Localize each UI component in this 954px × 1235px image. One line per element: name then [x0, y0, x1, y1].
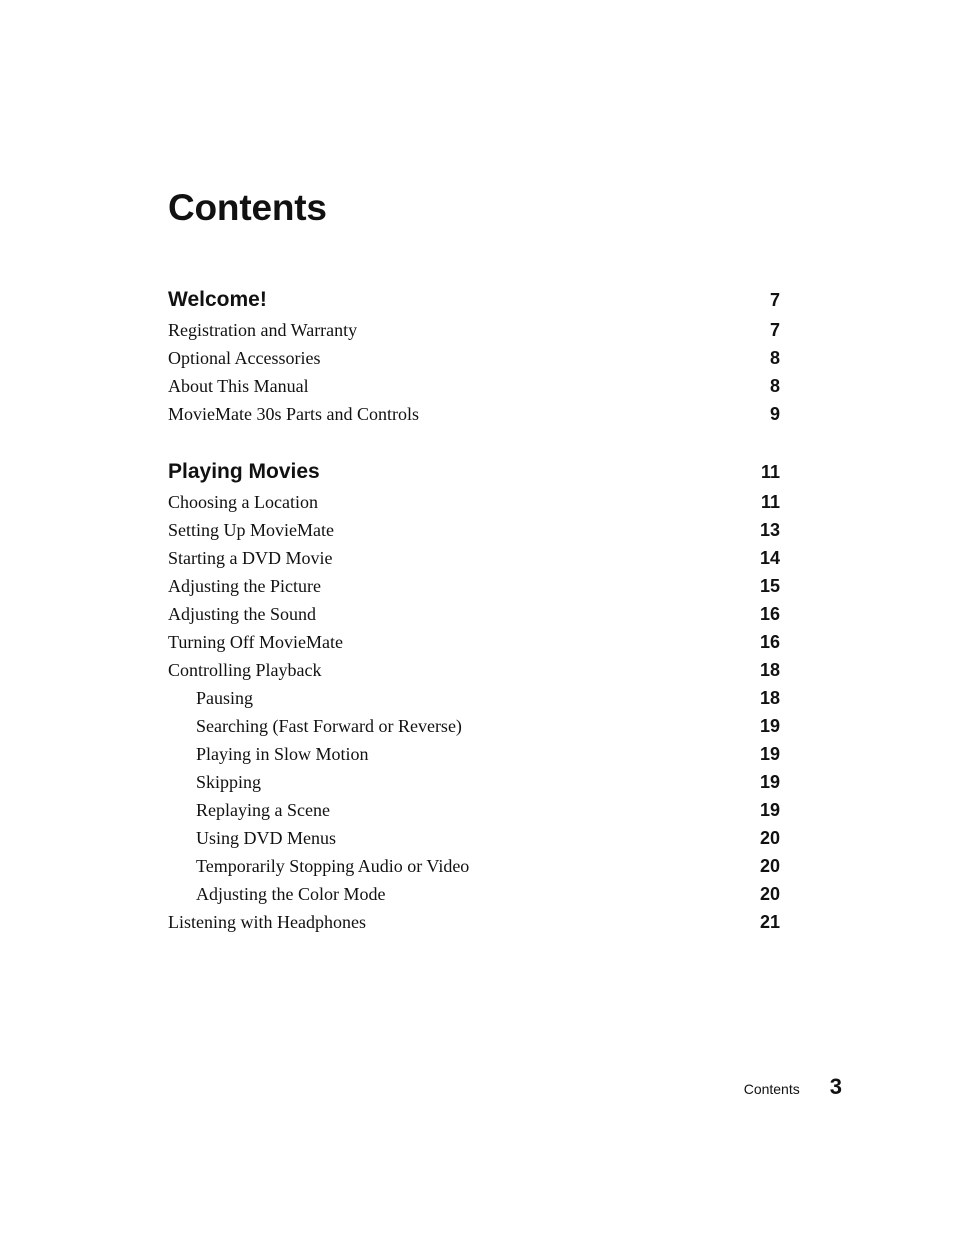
section-heading: Welcome!	[168, 288, 267, 311]
toc-entry-page: 11	[760, 492, 780, 512]
toc-entry-label: Pausing	[196, 688, 254, 708]
toc-entry-label: Adjusting the Sound	[168, 604, 317, 624]
toc-subentry[interactable]	[168, 684, 780, 712]
toc-entry-page: 21	[759, 912, 780, 932]
toc-subentry[interactable]	[168, 712, 780, 740]
toc-entry-label: MovieMate 30s Parts and Controls	[168, 404, 419, 424]
footer-page-number: 3	[829, 1074, 842, 1099]
toc-entry-page: 19	[759, 744, 780, 764]
toc-entry[interactable]	[168, 372, 780, 400]
toc-entry-page: 20	[759, 828, 780, 848]
footer-section-label: Contents	[743, 1081, 800, 1097]
toc-entry-page: 20	[759, 856, 780, 876]
section-page-number: 11	[760, 462, 780, 482]
page-footer	[700, 1074, 842, 1100]
toc-entry-page: 13	[759, 520, 780, 540]
toc-entry-label: Setting Up MovieMate	[168, 520, 334, 540]
toc-entry-page: 16	[759, 604, 780, 624]
toc-entry-label: Replaying a Scene	[196, 800, 330, 820]
toc-entry-page: 8	[769, 376, 780, 396]
toc-subentry[interactable]	[168, 880, 780, 908]
toc-entry-label: Controlling Playback	[168, 660, 322, 680]
toc-entry-page: 14	[759, 548, 780, 568]
section-page-number: 7	[769, 290, 780, 310]
toc-subentry[interactable]	[168, 852, 780, 880]
toc-entry-label: Using DVD Menus	[196, 828, 337, 848]
toc-entry-page: 18	[759, 660, 780, 680]
toc-entry-page: 19	[759, 716, 780, 736]
toc-subentry[interactable]	[168, 824, 780, 852]
section-header[interactable]	[168, 284, 780, 316]
toc-entry-label: Adjusting the Picture	[168, 576, 321, 596]
toc-entry[interactable]	[168, 908, 780, 936]
toc-entry[interactable]	[168, 316, 780, 344]
toc-entry-label: Temporarily Stopping Audio or Video	[196, 856, 470, 876]
toc-subentry[interactable]	[168, 740, 780, 768]
toc-subentry[interactable]	[168, 796, 780, 824]
toc-entry-label: Starting a DVD Movie	[168, 548, 333, 568]
toc-entry-page: 9	[769, 404, 780, 424]
toc-entry-label: Adjusting the Color Mode	[196, 884, 386, 904]
toc-entry[interactable]	[168, 656, 780, 684]
toc-entry-label: Searching (Fast Forward or Reverse)	[196, 716, 462, 736]
toc-subentry[interactable]	[168, 768, 780, 796]
page-title: Contents	[168, 187, 327, 228]
toc-section-welcome	[168, 284, 780, 428]
toc-entry-label: Registration and Warranty	[168, 320, 358, 340]
toc-entry-page: 19	[759, 800, 780, 820]
toc-entry-page: 18	[759, 688, 780, 708]
toc-entry[interactable]	[168, 572, 780, 600]
toc-entry-page: 19	[759, 772, 780, 792]
toc-entry-label: Choosing a Location	[168, 492, 318, 512]
toc-entry-label: About This Manual	[168, 376, 309, 396]
toc-entry-label: Listening with Headphones	[168, 912, 366, 932]
toc-entry-page: 15	[759, 576, 780, 596]
toc-entry[interactable]	[168, 544, 780, 572]
toc-entry-label: Playing in Slow Motion	[196, 744, 369, 764]
toc-entries	[168, 316, 780, 428]
toc-entry[interactable]	[168, 628, 780, 656]
toc-entry[interactable]	[168, 344, 780, 372]
toc-entry[interactable]	[168, 400, 780, 428]
toc-entry-page: 7	[769, 320, 780, 340]
toc-entry[interactable]	[168, 516, 780, 544]
toc-entry[interactable]	[168, 600, 780, 628]
toc-section-playing-movies	[168, 456, 780, 936]
toc-entries	[168, 488, 780, 936]
toc-entry-page: 16	[759, 632, 780, 652]
toc-entry-page: 20	[759, 884, 780, 904]
toc-entry-page: 8	[769, 348, 780, 368]
toc-entry-label: Turning Off MovieMate	[168, 632, 343, 652]
toc-entry-label: Optional Accessories	[168, 348, 321, 368]
section-header[interactable]	[168, 456, 780, 488]
toc-entry-label: Skipping	[196, 772, 262, 792]
toc-entry[interactable]	[168, 488, 780, 516]
section-heading: Playing Movies	[168, 460, 320, 483]
